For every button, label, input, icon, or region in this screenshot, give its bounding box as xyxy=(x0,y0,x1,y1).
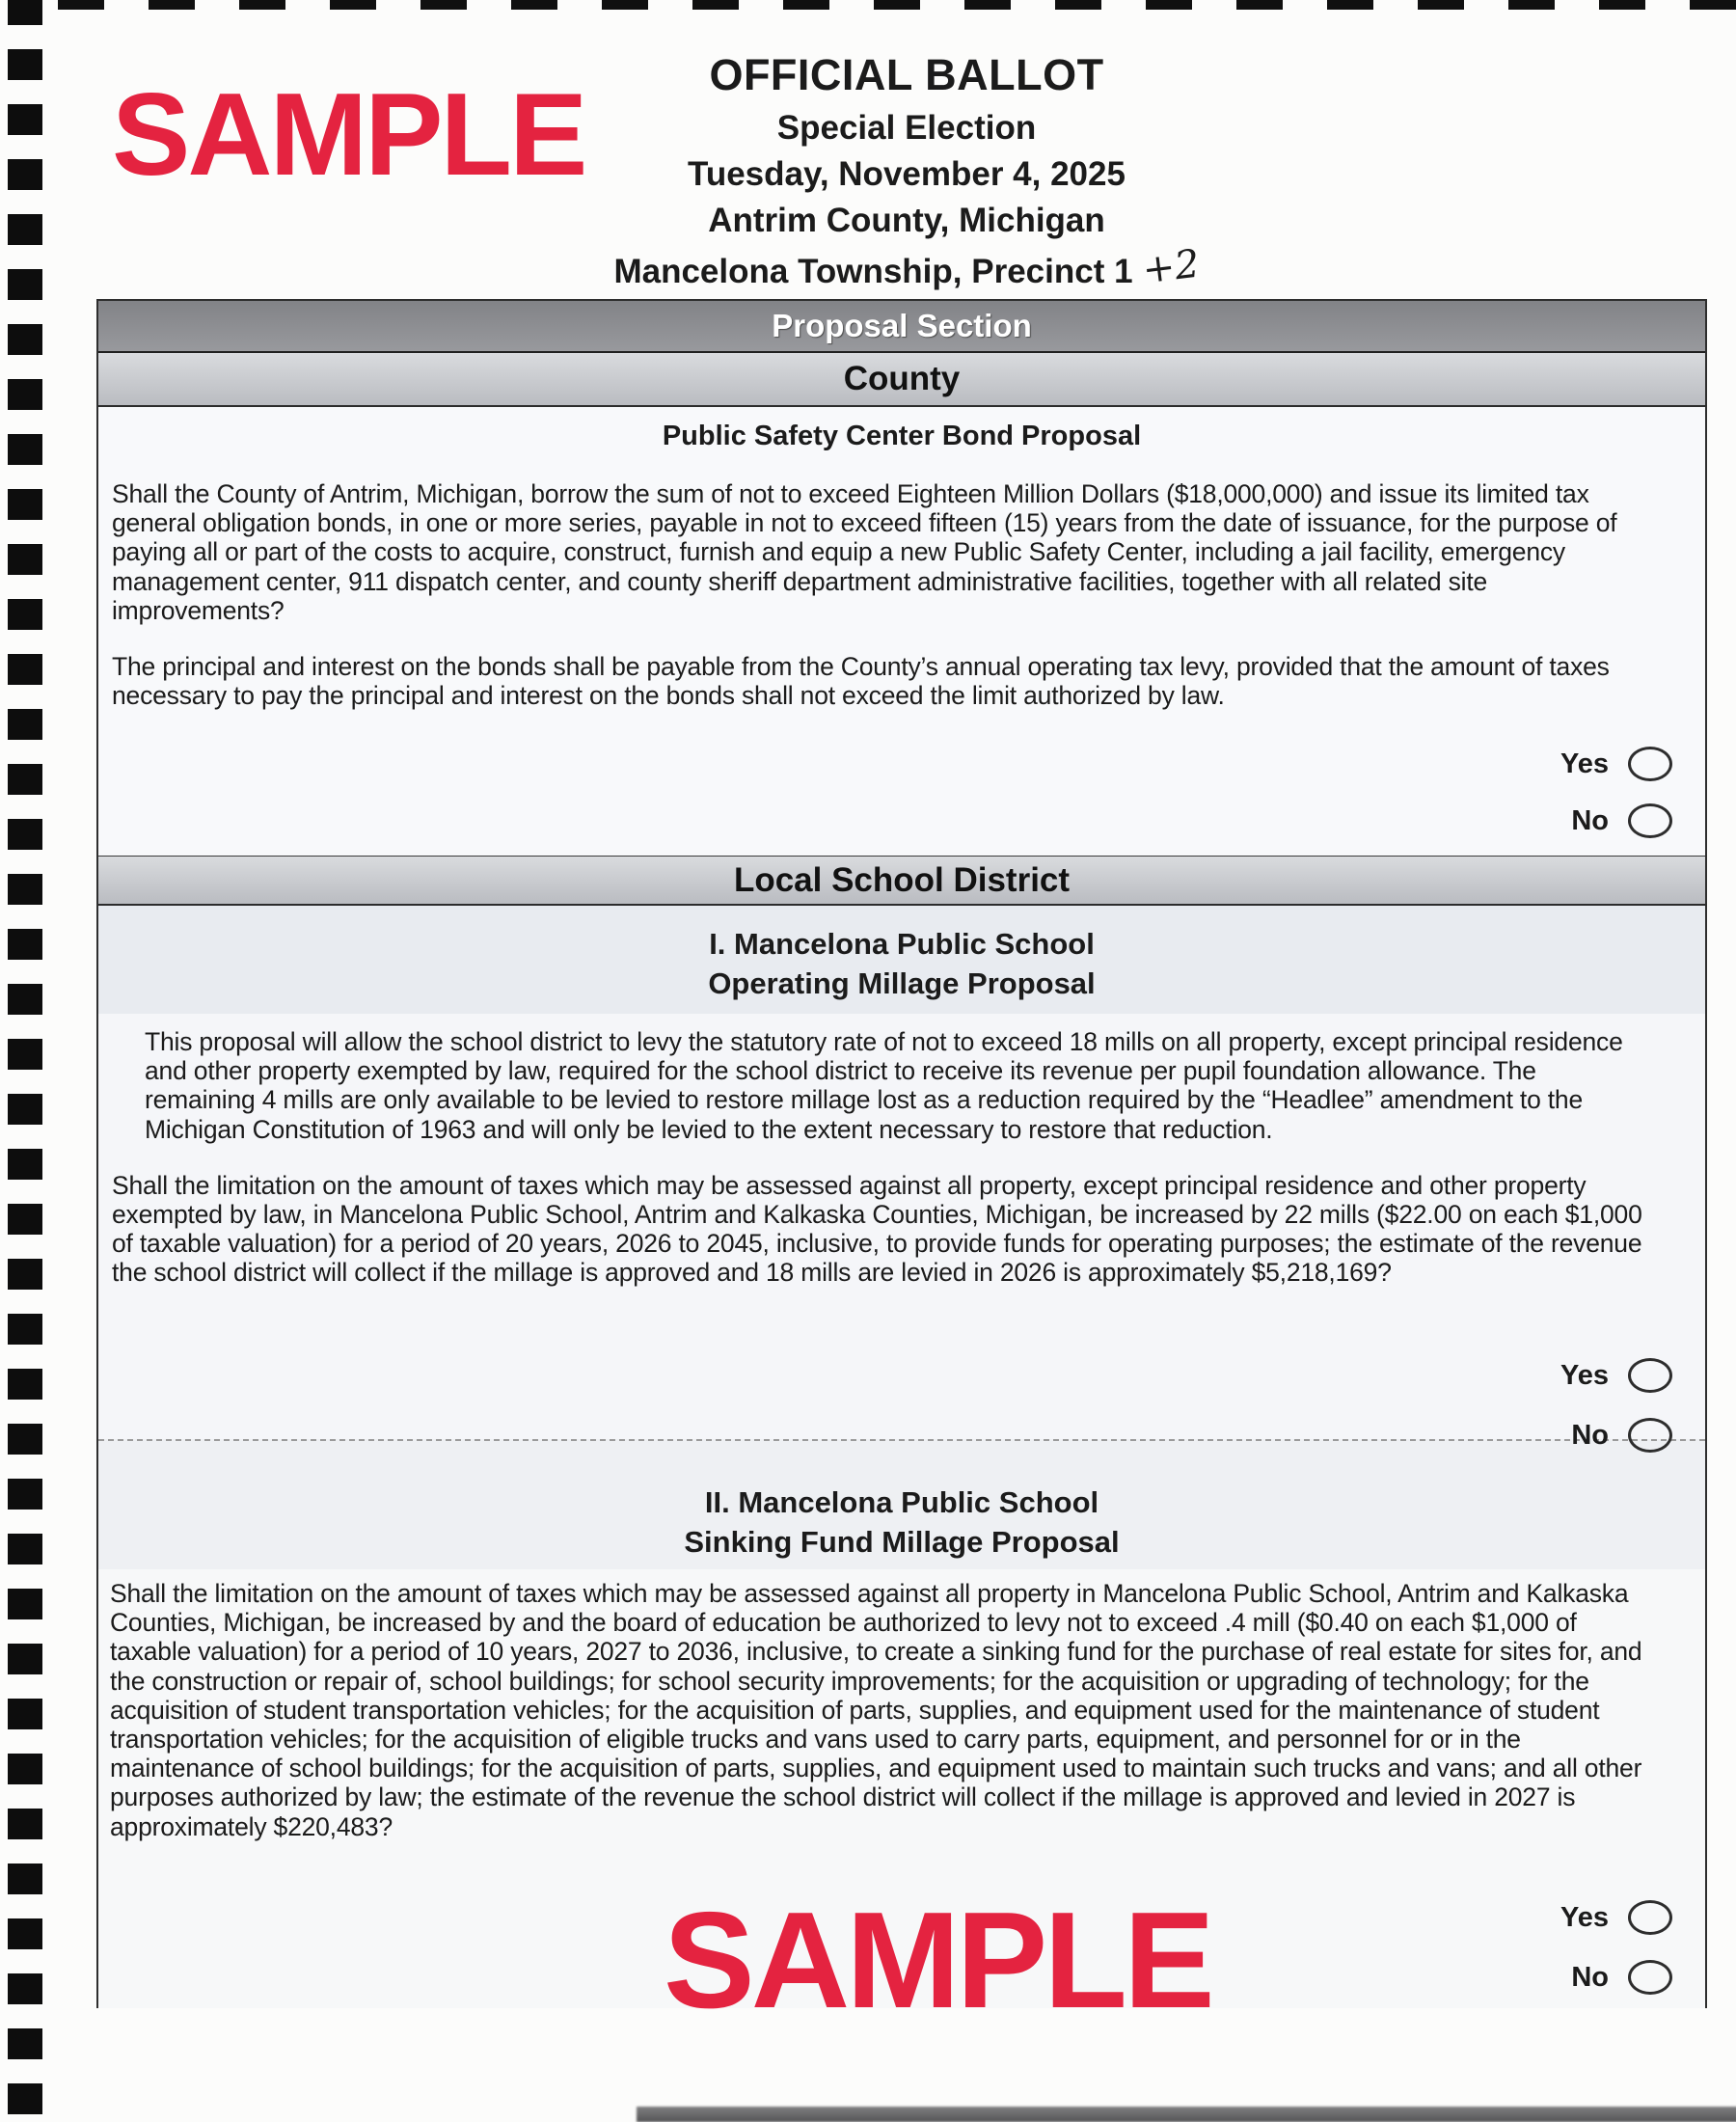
operating-millage-paragraph-1: This proposal will allow the school district to levy the statutory rate of not to exceed 18 mills on all property, except principal residence and other property exempted by law, required for the school district to receive its revenue per pupil foundation allowance. The remaining 4 mills are only available to be levied to restore millage lost as a reduction required by the “Headlee” amendment to the Michigan Constitution of 1963 and will only be levied to the extent necessary to restore that reduction. xyxy=(145,1027,1623,1144)
sample-watermark-bottom: SAMPLE xyxy=(664,1884,1211,2037)
sinking-fund-yes-bubble[interactable] xyxy=(1628,1900,1672,1935)
sinking-fund-no-bubble[interactable] xyxy=(1628,1960,1672,1995)
sample-watermark-top: SAMPLE xyxy=(112,68,585,200)
sinking-fund-no-label: No xyxy=(1571,1961,1609,1993)
operating-millage-no-option[interactable] xyxy=(1571,1418,1672,1453)
proposal-section-bar: Proposal Section xyxy=(98,301,1705,353)
precinct-printed-text: Mancelona Township, Precinct 1 xyxy=(613,253,1133,290)
county-no-option[interactable] xyxy=(1571,803,1672,838)
sinking-fund-yes-option[interactable] xyxy=(1560,1900,1672,1935)
operating-millage-yes-label: Yes xyxy=(1560,1359,1609,1391)
scanner-artifact-bar xyxy=(637,2107,1736,2122)
election-type: Special Election xyxy=(776,109,1037,147)
ballot-timing-marks-left xyxy=(8,0,42,2122)
operating-millage-heading xyxy=(98,906,1705,1014)
operating-millage-heading-line2: Operating Millage Proposal xyxy=(708,966,1096,1000)
county-proposal-title: Public Safety Center Bond Proposal xyxy=(662,421,1142,451)
ballot-title: OFFICIAL BALLOT xyxy=(709,50,1104,99)
sinking-fund-heading xyxy=(98,1439,1705,1569)
local-school-district-bar: Local School District xyxy=(98,856,1705,906)
sinking-fund-heading-line1: II. Mancelona Public School xyxy=(704,1485,1099,1519)
county-section-bar: County xyxy=(98,353,1705,407)
county-no-bubble[interactable] xyxy=(1628,803,1672,838)
sinking-fund-paragraph-1: Shall the limitation on the amount of taxes which may be assessed against all property in Mancelona Public School, Antrim and Kalkaska Counties, Michigan, be increased by and the board of education be authorized to levy not to exceed .4 mill ($0.40 on each $1,000 of taxable valuation) for a period of 10 years, 2027 to 2036, inclusive, to create a sinking fund for the purchase of real estate for sites for, and the construction or repair of, school buildings; for school security improvements; for the acquisition or upgrading of technology; for the acquisition of student transportation vehicles; for the acquisition of parts, supplies, and equipment used for the maintenance of student transportation vehicles; for the acquisition of eligible trucks and vans used to carry parts, equipment, and personnel for or in the maintenance of school buildings; for the acquisition of parts, supplies, and equipment used to maintain such trucks and vans; and all other purposes authorized by law; the estimate of the revenue the school district will collect if the millage is approved and levied in 2027 is approximately $220,483? xyxy=(110,1579,1642,1841)
election-precinct xyxy=(289,241,1524,293)
operating-millage-heading-line1: I. Mancelona Public School xyxy=(709,927,1095,961)
operating-millage-block xyxy=(98,1014,1705,1439)
county-yes-option[interactable] xyxy=(1560,747,1672,781)
ballot-timing-marks-top xyxy=(58,0,1736,10)
sinking-fund-yes-label: Yes xyxy=(1560,1901,1609,1933)
sinking-fund-no-option[interactable] xyxy=(1571,1960,1672,1995)
county-yes-bubble[interactable] xyxy=(1628,747,1672,781)
county-yes-label: Yes xyxy=(1560,748,1609,779)
precinct-handwritten-annotation: +2 xyxy=(1139,241,1202,293)
election-county: Antrim County, Michigan xyxy=(708,202,1105,239)
county-no-label: No xyxy=(1571,804,1609,836)
proposal-table xyxy=(96,299,1707,2008)
county-proposal-block xyxy=(98,407,1705,856)
operating-millage-no-bubble[interactable] xyxy=(1628,1418,1672,1453)
county-proposal-paragraph-1: Shall the County of Antrim, Michigan, borrow the sum of not to exceed Eighteen Million Dollars ($18,000,000) and issue its limited tax general obligation bonds, in one or more series, payable in not to exceed fifteen (15) years from the date of issuance, for the purpose of paying all or part of the costs to acquire, construct, furnish and equip a new Public Safety Center, including a jail facility, emergency management center, 911 dispatch center, and county sheriff department administrative facilities, together with all related site improvements? xyxy=(112,479,1617,625)
election-date: Tuesday, November 4, 2025 xyxy=(688,155,1126,193)
county-proposal-paragraph-2: The principal and interest on the bonds shall be payable from the County’s annual operating tax levy, provided that the amount of taxes necessary to pay the principal and interest on the bonds shall not exceed the limit authorized by law. xyxy=(112,652,1610,711)
operating-millage-no-label: No xyxy=(1571,1419,1609,1451)
sinking-fund-heading-line2: Sinking Fund Millage Proposal xyxy=(684,1524,1120,1559)
operating-millage-yes-option[interactable] xyxy=(1560,1358,1672,1393)
operating-millage-yes-bubble[interactable] xyxy=(1628,1358,1672,1393)
operating-millage-paragraph-2: Shall the limitation on the amount of taxes which may be assessed against all property, except principal residence and other property exempted by law, in Mancelona Public School, Antrim and Kalkaska Counties, Michigan, be increased by 22 mills ($22.00 on each $1,000 of taxable valuation) for a period of 20 years, 2026 to 2045, inclusive, to provide funds for operating purposes; the estimate of the revenue the school district will collect if the millage is approved and 18 mills are levied in 2026 is approximately $5,218,169? xyxy=(112,1170,1642,1288)
